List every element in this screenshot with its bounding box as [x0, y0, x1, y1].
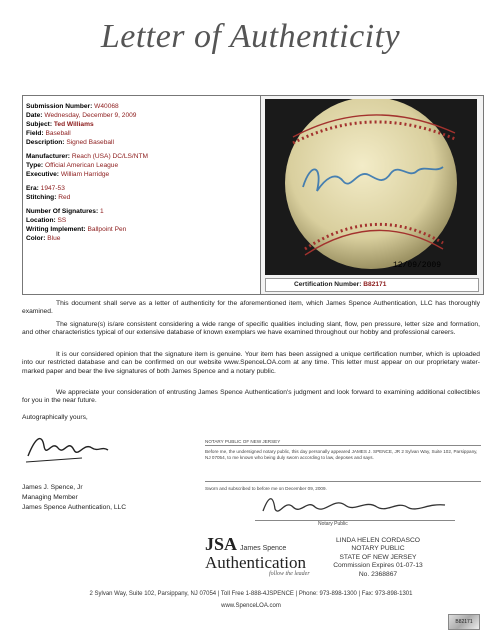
footer-website: www.SpenceLOA.com — [221, 603, 281, 609]
jsa-line2: Authentication — [205, 553, 307, 572]
notary-signature — [255, 491, 455, 523]
jsa-line1: James Spence — [240, 545, 287, 552]
jsa-tagline: follow the leader — [269, 571, 310, 577]
notary-divider-top — [205, 445, 481, 446]
detail-date: Date: Wednesday, December 9, 2009 — [26, 112, 137, 119]
closing: Autographically yours, — [22, 414, 88, 421]
paragraph-2: The signature(s) is/are consistent considering a wide range of specific qualities including slant, flow, pen pressure, letter size and formation, and other characteristics typical of our extensive database of known exemplars we have examined throughout our hobby and professional careers. — [22, 321, 480, 337]
notary-stamp: LINDA HELEN CORDASCO NOTARY PUBLIC STATE OF NEW JERSEY Commission Expires 01-07-13 No. 2368867 — [333, 537, 423, 578]
baseball-image — [265, 99, 477, 275]
certification-number: Certification Number: B82171 — [265, 278, 479, 292]
notary-statement: Before me, the undersigned notary public, this day personally appeared JAMES J. SPENCE, JR 2 Sylvan Way, Suite 102, Parsippany, NJ 07054, to me known who being duly sworn according to law, deposes and says. — [205, 449, 478, 460]
detail-executive: Executive: William Harridge — [26, 171, 110, 178]
jsa-logo — [205, 534, 310, 577]
detail-era: Era: 1947-53 — [26, 185, 65, 192]
signer-company: James Spence Authentication, LLC — [22, 504, 127, 511]
footer-contact: 2 Sylvan Way, Suite 102, Parsippany, NJ 07054 | Toll Free 1-888-4JSPENCE | Phone: 973-898-1300 | Fax: 973-898-1301 — [89, 591, 413, 597]
date-stamp: 12/09/2009 — [392, 261, 441, 270]
detail-type: Type: Official American League — [26, 162, 119, 169]
paragraph-1: This document shall serve as a letter of authenticity for the aforementioned item, which James Spence Authentication, LLC has thoroughly examined. — [22, 300, 480, 316]
notary-sig-line — [255, 520, 455, 521]
detail-stitching: Stitching: Red — [26, 194, 71, 201]
baseball-photo — [265, 99, 477, 275]
detail-description: Description: Signed Baseball — [26, 139, 114, 146]
detail-field: Field: Baseball — [26, 130, 71, 137]
spence-signature — [22, 428, 112, 468]
notary-header: NOTARY PUBLIC OF NEW JERSEY — [205, 439, 281, 444]
detail-number-of-signatures: Number Of Signatures: 1 — [26, 208, 104, 215]
detail-color: Color: Blue — [26, 235, 61, 242]
hologram-sticker: B82171 — [448, 614, 480, 630]
detail-submission-number: Submission Number: W40068 — [26, 103, 119, 110]
signer-name: James J. Spence, Jr — [22, 484, 83, 491]
item-details-box — [22, 95, 261, 295]
detail-location: Location: SS — [26, 217, 67, 224]
detail-writing-implement: Writing Implement: Ballpoint Pen — [26, 226, 127, 233]
jsa-abbr: JSA — [205, 534, 238, 554]
paragraph-4: We appreciate your consideration of entrusting James Spence Authentication's judgment and look forward to examining additional collectibles for you in the near future. — [22, 389, 480, 405]
page-title: Letter of Authenticity — [100, 18, 401, 55]
notary-sworn: Sworn and subscribed to before me on December 09, 2009. — [205, 486, 327, 491]
detail-subject: Subject: Ted Williams — [26, 121, 94, 128]
detail-manufacturer: Manufacturer: Reach (USA) DC/LS/NTM — [26, 153, 149, 160]
notary-divider-mid — [205, 481, 481, 482]
notary-sig-caption: Notary Public — [318, 521, 348, 527]
paragraph-3: It is our considered opinion that the signature item is genuine. Your item has been assigned a unique certification number, which is uploaded into our restricted database and can be confirmed on our website www.SpenceLOA.com at any time. This letter must appear on our proprietary water-marked paper and bear the live signatures of both James Spence and a notary public. — [22, 351, 480, 375]
signer-title: Managing Member — [22, 494, 78, 501]
